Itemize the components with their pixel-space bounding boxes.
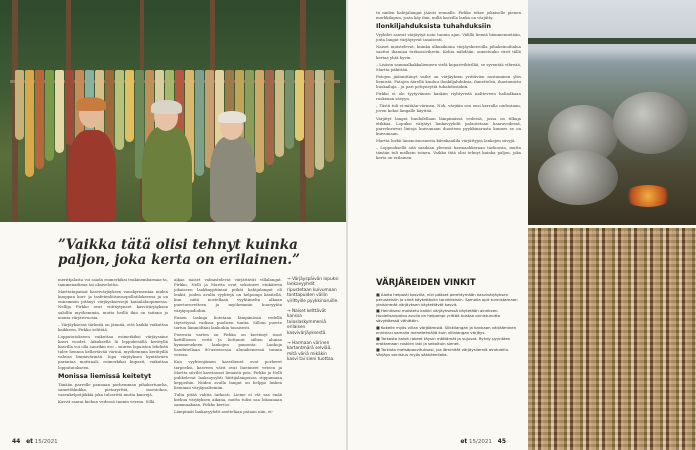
dye-pots-photo: [528, 0, 696, 225]
issue-number: 15/2021: [469, 439, 492, 445]
yarn-skein: [295, 70, 304, 141]
tip-item: ■ Tarkista metsäpoovituksesi, jos lämmität värjäysliemiä avotulella. Värjäys onnistuu myös sähköhellalla.: [376, 346, 510, 358]
paragraph: Kun vyyhtenjämen kasvilienet ovat porheret tarpeeksi, kasveen värit ovat liuenneet veteen ja Martta siivilöi kasvinosat liemistä pois. Pirkko ja Nelli puhkelevat laaksoysyhti hiittijalangoissa riippumaan keppeihin. Niiden avulla langat on helppo laskea liemiaan värjäysaltemiin.: [174, 359, 282, 390]
tips-box-title: VÄRJÄREIDEN VINKIT: [376, 278, 476, 288]
caption: → Naiset kelttävät kanssa tuloslaskymmeniä erilaisen kasvivärjäyksestä.: [287, 309, 327, 336]
paragraph: Patojen jäännittänyt vaihe on värjäyksen yrittävien nostaminen ylös liemistä. Patojen äärellä kuuluu ilonkiljahduksia, ihmetteleä, ihastumistu huokailuja – ja pari pettyneyttä tuhahdustakin.: [376, 73, 521, 90]
yarn-texture: [528, 228, 696, 450]
yarn-skein: [325, 70, 334, 162]
paragraph: Tulta pitää vahtia tarkasti. Lieme ei vät saa enää kiehua värjäyksen aikana, mutta tulisi saa lokoanaan sammuakaan, Pirkko kertoo.: [174, 391, 282, 408]
yarn-skein: [25, 70, 34, 177]
paragraph: Ennen laskuja liotetaan lämpimässä vedellä täytettyssä vadissa puolisen tuntia. Silloin puerte tartuu lämmöltäni lankoihin tasaisesti.: [174, 314, 282, 330]
yarn-skein: [115, 70, 124, 150]
article-column-1: [58, 277, 168, 406]
paragraph: Pirkko ei ole tyytyväinen kaskiin riyhtyvistä naltteveen haltadkaan ruskeaan sävyyn.: [376, 91, 521, 102]
dye-pot: [613, 92, 688, 154]
subheading: Ilonkiljahduksista tuhahduksiin: [376, 22, 492, 31]
tip-item: ■ Aloita helposti kasvilla, niin pääset perehtymään kasvivärjäyksen perusteisiin ja siinä käytettäviin tarvikkeisiin. Samalla opit tunnistamaan yleisimmät värjäyksen käytettävät kasvit.: [376, 292, 518, 308]
caption: → Värjäyspäivän lopuksi lankavyyhdit ripustetaan kuivumaan tonttapuiden väliin virittyille pyykkinaruille.: [287, 277, 339, 304]
page-folio-left: [12, 438, 58, 445]
yarn-skein: [55, 70, 64, 153]
paragraph: merittjalasta voi saada esimerkiksi tenkinembarmaa-ta, tammenarkeaa tai oksivelottia.: [58, 277, 168, 288]
yarn-skein: [265, 70, 274, 165]
tip-item: ■ Heiniksesi maistetu kaikki värjäyksessä käytetään aineksen. Huolelisanpolou avulla on helpompi yrittää toistaa onnistunutta sävyttäessä vähittäin.: [376, 308, 501, 324]
yarn-skein: [65, 70, 74, 145]
woman-left-hair: [76, 97, 106, 111]
paragraph: Loppututokseen vaikuttaa esimerkiksi värjäysaine kasvi vuodet. Aikuksellä lä loppukesällä kerätyllä kasvilla voi olla suurikin ero – suuren lopuisten lehdistä tulee hennoa kellertävää värinä, myöhemmin kerätyillä vahvaa limmivärinää. Iopa värjäyksen kynttäväen parantaa mattraali, esimerkiksi kuparit, vaikuttaa loppututokseen.: [58, 333, 168, 370]
photo-captions: [287, 277, 339, 368]
paragraph: aikaa naiset valmistelevat värjättävät villalangat. Pirkko, Nelli ja Martta ovat sekoineet etukäteen jokaiseen laakkayptiiniaä pitkät hahtjalangat eli lenkit, joiden avulla vyyhtejä on helpompi käsitellä, kun niitä nostellaan vyyhtimelta alkaan puerturuvetteen ja myöhemmin huuryytön värjäyspadoihin.: [174, 277, 282, 313]
woman-left: [68, 130, 116, 222]
paragraph: – Lisäsin sammalkakkaliemeen vielä kuparivihtrilliä, se syventää vihreää, Martta pähittää.: [376, 61, 521, 72]
yarn-skein: [45, 70, 54, 161]
dyed-yarn-photo: [528, 228, 696, 450]
yarn-skein: [315, 70, 324, 170]
paragraph: Lämpimät lankavyyhdit asettelaan pataan niin, et-: [174, 409, 274, 415]
article-column-2: [174, 277, 282, 416]
paragraph: Martta lurkii lanenosnosnesta käenkaailila värjättyjen lankojen sävyjä.: [376, 137, 516, 143]
page-folio-right: [460, 438, 506, 445]
paragraph: Vyyhdet saavat värjäytyä noin tunnin ajan. Välillä liemiä hämmennetään, jotta langat värjäytyvät tasaisesti.: [376, 32, 521, 43]
campfire: [623, 185, 673, 207]
paragraph: Marttatapamat kasvivärjäyksen vauskyrmennia niiden kuoppan kori- ja tasfetenlöisuusopollatilokseesa ja on ennemmin pitänyt värjäyskurssejä kainalalaopimessa. Nellija Pirkko ovat viittäytyneet kasvivärjäyksen salollin myöhemmin, mutta heillä ikin on taitana jo monta värjärivuosia.: [58, 289, 168, 320]
yarn-skein: [15, 70, 24, 140]
paragraph: Värjätyt langat huuhdellaan lämpimässä vedessä, jossa on tilkuja etikkaa. Lopuksi värjätyt lankavyyhdit palautetaan haaravedessä, parrelnrievat lintoja kuivumaan duosteen pyykkinarusta kunnes se on kuivumaan.: [376, 115, 521, 136]
yarn-skein: [285, 70, 294, 149]
paragraph: tä niiden hahtjalangat jäävät reunalle. Pirkko tekee jokaiselle pienen merkkilapun, josta käy ilmi, millä kasvilla lanka on värjätty.: [376, 10, 521, 21]
paragraph: Kasvit saarai kiehua vedessä tunnin verran. Sillä: [58, 398, 155, 404]
yarn-skein: [35, 70, 44, 169]
caption: → Harmaan värinen kartantmärä selviää, mitä väriä mikäkin kasvi tai sieni tuottaa.: [287, 341, 335, 363]
right-page: [348, 0, 696, 450]
page-number: 45: [497, 438, 506, 445]
paragraph: Puerrata varten on Pirkko on kerttinyt isoot kattilliseen vettä ja liottanut siihen alunaa kymmenekeen lankojen pamonta. Lankoja haudutellaan 80-asteisessa alunaliemessä tunnin verran.: [174, 331, 282, 358]
yarn-skein: [275, 70, 284, 157]
yarn-skein: [255, 70, 264, 173]
woman-middle: [142, 126, 192, 222]
paragraph: – Värjäyksessä tärkeää on jännää, että kaikki vaikuttaa kaikkeen, Pirkko selittää.: [58, 321, 168, 332]
paragraph: – Tästä tuli ei-mitään-värinen. Noh, värjään sen ensi kerralla uudestaan, joven kokoi langalle käyttöä.: [376, 103, 521, 114]
woman-right-hair: [218, 111, 246, 123]
page-number: 44: [12, 438, 21, 445]
yarn-skein: [195, 70, 204, 176]
paragraph: – Loppuoksellä sitä saadaan yleensä harmaahkeraan turkoosin, mutta tänään tuli melkein toinen. Vaikka tätä olisi tehnyt kuinka paljon, joka kerta on erilainen.: [376, 144, 521, 161]
woman-right: [210, 136, 256, 222]
woman-middle-hair: [151, 100, 182, 114]
magazine-logo: et: [460, 438, 468, 445]
pull-quote: ”Vaikka tätä olisi tehnyt kuinka paljon, joka kerta on erilainen.”: [58, 237, 300, 268]
left-page: [0, 0, 346, 450]
magazine-logo: et: [26, 438, 34, 445]
yarn-skein: [125, 70, 134, 142]
tip-item: ■ Kokeile myös villan värjäämistä. Silkkilangan ja kankaan värjääminen onnistuu samalla menetelmällä kuin villalangan värjäys.: [376, 324, 517, 335]
far-shore: [528, 38, 696, 44]
paragraph: Naiset muistelevat, kuinka alkuaikoina värjäyskerroilla pihakeinoihalua saattoi ihannaa turkoosivihrein. Kohta nähdään, onnistuuko värit tällä kertaa yhtä hyvin.: [376, 44, 521, 60]
subheading: Monissa liemissä keitetyt: [58, 371, 152, 380]
yarn-skein: [305, 70, 314, 178]
tip-item: ■ Tarkasta kalvit rakeet täysin mättämät ja sujuvat. Ryhdy pyyntäen erottamaan roskien laki ja sekoituin sienet.: [376, 335, 511, 346]
dye-pot: [538, 150, 618, 205]
tips-box: [376, 292, 524, 358]
paragraph: Tänään parrelle pannaan porhemman pihakertuarlia, sametthkukka, pietaryrttiä, morsiokoa, vasenkelpotjäkkiä joka tulosrittä mutta kanvejä.: [58, 381, 168, 397]
wool-skeins-photo: [0, 0, 346, 222]
issue-number: 15/2021: [34, 439, 58, 445]
article-column-3: [376, 10, 521, 162]
